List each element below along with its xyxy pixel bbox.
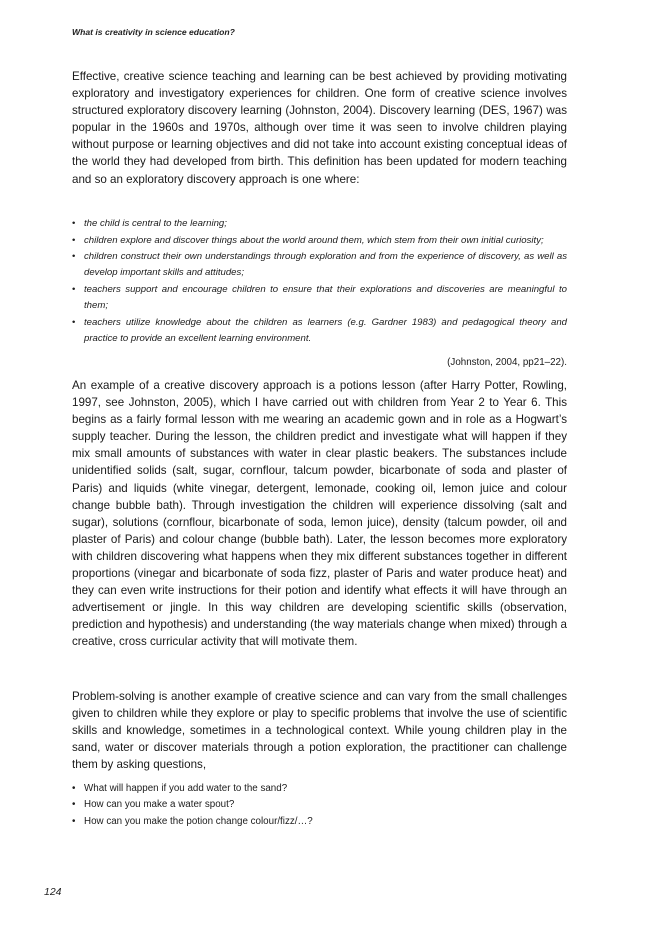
- bullet-icon: •: [72, 799, 76, 811]
- list-item-text: How can you make the potion change colour/fizz/…?: [84, 815, 313, 827]
- quote-bullet-list: [72, 216, 567, 347]
- running-head: What is creativity in science education?: [72, 27, 235, 37]
- list-item: [72, 216, 567, 232]
- list-item-text: children construct their own understandings through exploration and from the experience of discovery, as well as develop important skills and attitudes;: [84, 251, 567, 279]
- list-item: [72, 233, 567, 249]
- list-item: [72, 781, 567, 797]
- list-item-text: What will happen if you add water to the sand?: [84, 783, 288, 794]
- list-item-text: teachers support and encourage children to ensure that their explorations and discoveries are meaningful to them;: [84, 283, 567, 311]
- page-number: 124: [44, 886, 62, 898]
- citation: (Johnston, 2004, pp21–22).: [447, 357, 567, 368]
- bullet-icon: •: [72, 783, 76, 794]
- bullet-icon: •: [72, 251, 76, 263]
- paragraph-intro: Effective, creative science teaching and learning can be best achieved by providing motivating exploratory and investigatory experiences for children. One form of creative science involves structured exploratory discovery learning (Johnston, 2004). Discovery learning (DES, 1967) was popular in the 1960s and 1970s, although over time it was seen to involve children playing without purpose or learning objectives and did not take into account existing conceptual ideas of the world they had developed from birth. This definition has been updated for modern teaching and so an exploratory discovery approach is one where:: [72, 70, 567, 186]
- bullet-icon: •: [72, 815, 76, 827]
- bullet-icon: •: [72, 283, 76, 295]
- list-item: [72, 249, 567, 281]
- list-item: [72, 282, 567, 314]
- bullet-icon: •: [72, 316, 76, 328]
- list-item-text: teachers utilize knowledge about the children as learners (e.g. Gardner 1983) and pedagogical theory and practice to provide an excellent learning environment.: [84, 316, 567, 344]
- list-item-text: the child is central to the learning;: [84, 218, 227, 229]
- list-item: [72, 814, 567, 830]
- paragraph-problem-solving: Problem-solving is another example of creative science and can vary from the small challenges given to children while they explore or play to specific problems that involve the use of scientific skills and knowledge, sometimes in a technological context. While young children play in the sand, water or discover materials through a potion exploration, the practitioner can challenge them by asking questions,: [72, 690, 567, 772]
- bullet-icon: •: [72, 234, 76, 246]
- paragraph-potions-example: An example of a creative discovery approach is a potions lesson (after Harry Potter, Rowling, 1997, see Johnston, 2005), which I have carried out with children from Year 2 to Year 6. This begins as a fairly formal lesson with me wearing an academic gown and in role as a Hogwart’s supply teacher. During the lesson, the children predict and investigate what will happen if they mix small amounts of substances with water in clear plastic beakers. The substances include unidentified solids (salt, sugar, cornflour, talcum powder, bicarbonate of soda and plaster of Paris) and liquids (white vinegar, detergent, lemonade, cooking oil, lemon juice and colour change bubble bath). Through investigation the children will experience dissolving (salt and sugar), solutions (cornflour, bicarbonate of soda, lemon juice), density (talcum powder, oil and plaster of Paris) and colour change (bubble bath). Later, the lesson becomes more exploratory with children discovering what happens when they mix different substances together in different proportions (vinegar and bicarbonate of soda fizz, plaster of Paris and water produce heat) and they can even write instructions for their potion and identify what effects it will have through an advertisement or jingle. In this way children are developing scientific skills (observation, prediction and hypothesis) and understanding (the way materials change when mixed) through a creative, cross curricular activity that will motivate them.: [72, 379, 567, 649]
- list-item-text: children explore and discover things about the world around them, which stem from their own initial curiosity;: [84, 234, 544, 246]
- list-item: [72, 797, 567, 813]
- list-item-text: How can you make a water spout?: [84, 799, 235, 811]
- question-bullet-list: [72, 781, 567, 830]
- list-item: [72, 315, 567, 347]
- bullet-icon: •: [72, 218, 76, 229]
